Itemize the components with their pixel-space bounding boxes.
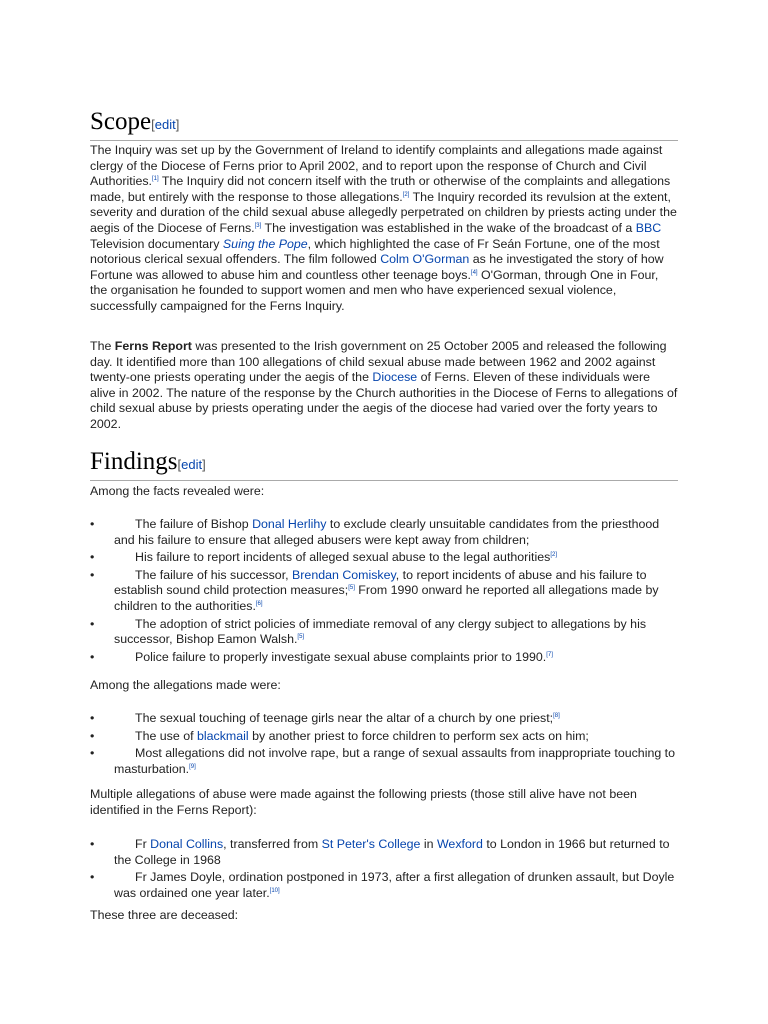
- text: His failure to report incidents of alleged sexual abuse to the legal authorities: [135, 550, 551, 565]
- list-item: • His failure to report incidents of alleged sexual abuse to the legal authorities[2]: [90, 550, 558, 565]
- ref-2[interactable]: [2]: [402, 191, 410, 198]
- suing-the-pope-link[interactable]: [223, 237, 308, 251]
- facts-list: [90, 517, 678, 665]
- ref-10[interactable]: [10]: [269, 887, 280, 894]
- text: The investigation was established in the wake of the broadcast of a: [261, 220, 636, 235]
- ref-6[interactable]: [6]: [255, 600, 263, 607]
- blackmail-link[interactable]: blackmail: [197, 728, 249, 743]
- text: , transferred from: [223, 837, 322, 851]
- list-item: • Police failure to properly investigate sexual abuse complaints prior to 1990.[7]: [90, 649, 553, 664]
- text: of Ferns. Eleven of these individuals were alive in 2002. The nature of the response by the Church authorities in the Diocese of Ferns to allegations of child sexual abuse by priests operating under the aegis of the diocese had varied over the forty years to 2002.: [90, 370, 678, 431]
- text: Most allegations did not involve rape, but a range of sexual assaults from inappropriate touching to masturbation.: [114, 746, 676, 776]
- ref-2[interactable]: [2]: [550, 552, 558, 559]
- text: Fr: [135, 837, 151, 851]
- bbc-link[interactable]: BBC: [635, 220, 662, 235]
- text: Police failure to properly investigate sexual abuse complaints prior to 1990.: [135, 649, 547, 664]
- ref-1[interactable]: [1]: [151, 176, 159, 183]
- colm-ogorman-link[interactable]: Colm O'Gorman: [380, 252, 470, 267]
- list-item: • The sexual touching of teenage girls near the altar of a church by one priest;[8]: [90, 711, 560, 725]
- text: The Inquiry recorded its revulsion at the extent, severity and duration of the child sexual abuse allegedly perpetrated on children by priests acting under the aegis of the Diocese of Ferns.: [90, 189, 677, 235]
- ferns-report-bold: Ferns Report: [114, 339, 192, 353]
- ref-5[interactable]: [5]: [297, 634, 305, 641]
- text: Television documentary: [90, 236, 223, 251]
- st-peters-college-link[interactable]: St Peter's College: [321, 837, 421, 851]
- scope-heading-text: Scope: [90, 108, 152, 135]
- list-item: • Fr James Doyle, ordination postponed in 1973, after a first allegation of drunken assault, but Doyle was ordained one year later.[10]: [90, 870, 675, 900]
- text: The sexual touching of teenage girls near the altar of a church by one priest;: [135, 711, 554, 725]
- findings-section: [90, 448, 678, 481]
- donal-herlihy-link[interactable]: Donal Herlihy: [252, 517, 327, 531]
- allegations-intro: [90, 678, 678, 694]
- list-item: • Most allegations did not involve rape, but a range of sexual assaults from inappropriate touching to masturbation.[9]: [90, 746, 676, 776]
- deceased-text: These three are deceased:: [90, 908, 239, 922]
- allegations-intro-text: Among the allegations made were:: [90, 678, 281, 692]
- text: The adoption of strict policies of immediate removal of any clergy subject to allegations by his successor, Bishop Eamon Walsh.: [114, 616, 647, 647]
- scope-heading: Scope[edit]: [90, 108, 678, 141]
- allegations-list: [90, 711, 678, 777]
- donal-collins-link[interactable]: Donal Collins: [150, 837, 224, 851]
- text: to exclude clearly unsuitable candidates from the priesthood and his failure to ensure that alleged abusers were kept away from children;: [114, 517, 660, 547]
- text: in: [420, 837, 437, 851]
- scope-para-1: [90, 143, 678, 315]
- list-item: • The use of blackmail by another priest to force children to perform sex acts on him;: [90, 728, 589, 743]
- list-item: • The adoption of strict policies of immediate removal of any clergy subject to allegations by his successor, Bishop Eamon Walsh.[5]: [90, 616, 647, 647]
- text: The failure of his successor,: [135, 567, 293, 582]
- ref-7[interactable]: [7]: [546, 651, 553, 658]
- ref-9[interactable]: [9]: [189, 763, 196, 770]
- facts-intro: [90, 484, 678, 500]
- scope-para-2: [90, 339, 678, 433]
- text: by another priest to force children to perform sex acts on him;: [248, 728, 589, 743]
- text: The Inquiry did not concern itself with the truth or otherwise of the complaints and allegations made, but entirely with the response to those allegations.: [90, 174, 671, 204]
- suing-the-pope-title: Suing the Pope: [222, 236, 308, 251]
- ref-5[interactable]: [5]: [348, 585, 355, 592]
- text: , which highlighted the case of Fr Seán Fortune, one of the most notorious clerical sexual offenders. The film followed: [90, 236, 660, 267]
- ref-8[interactable]: [8]: [553, 712, 560, 719]
- priests-intro: [90, 787, 678, 818]
- findings-edit-link[interactable]: edit: [181, 457, 203, 472]
- text: as he investigated the story of how Fortune was allowed to abuse him and countless other teenage boys.: [90, 252, 664, 282]
- brendan-comiskey-link[interactable]: Brendan Comiskey: [292, 567, 396, 582]
- text: to London in 1966 but returned to the College in 1968: [114, 837, 670, 867]
- facts-intro-text: Among the facts revealed were:: [90, 484, 265, 498]
- text: The failure of Bishop: [135, 517, 253, 531]
- diocese-link[interactable]: Diocese: [372, 370, 418, 385]
- text: The: [90, 339, 115, 353]
- findings-heading-text: Findings: [90, 448, 178, 475]
- ref-4[interactable]: [4]: [470, 269, 478, 276]
- text: , to report incidents of abuse and his failure to establish sound child protection measures;: [114, 567, 647, 598]
- scope-section: [90, 108, 678, 141]
- scope-edit-link[interactable]: edit: [154, 117, 176, 132]
- text: From 1990 onward he reported all allegations made by children to the authorities.: [114, 583, 659, 613]
- wexford-link[interactable]: Wexford: [436, 837, 483, 851]
- list-item: • The failure of his successor, Brendan Comiskey, to report incidents of abuse and his failure to establish sound child protection measures;[5] From 1990 onward he reported all allegations made by children to the authorities.[6]: [90, 567, 659, 613]
- text: Fr James Doyle, ordination postponed in 1973, after a first allegation of drunken assault, but Doyle was ordained one year later.: [114, 870, 675, 900]
- list-item: • Fr Donal Collins, transferred from St Peter's College in Wexford to London in 1966 but returned to the College in 1968: [90, 837, 670, 867]
- text: The use of: [135, 728, 197, 743]
- ref-3[interactable]: [3]: [254, 222, 262, 229]
- priests-list: [90, 837, 678, 901]
- list-item: • The failure of Bishop Donal Herlihy to exclude clearly unsuitable candidates from the priesthood and his failure to ensure that alleged abusers were kept away from children;: [90, 517, 660, 547]
- text: The Inquiry was set up by the Government of Ireland to identify complaints and allegations made against clergy of the Diocese of Ferns prior to April 2002, and to report upon the response of Church and Civil Authorities.: [90, 143, 663, 189]
- text: was presented to the Irish government on 25 October 2005 and released the following day. It identified more than 100 allegations of child sexual abuse made between 1962 and 2002 against twenty-one priests operating under the aegis of the: [90, 339, 667, 385]
- priests-intro-text: Multiple allegations of abuse were made against the following priests (those still alive have not been identified in the Ferns Report):: [90, 787, 637, 817]
- text: O'Gorman, through One in Four, the organisation he founded to support women and men who have experienced sexual violence, successfully campaigned for the Ferns Inquiry.: [90, 267, 659, 313]
- findings-heading: Findings[edit]: [90, 448, 678, 481]
- deceased-intro: [90, 908, 678, 924]
